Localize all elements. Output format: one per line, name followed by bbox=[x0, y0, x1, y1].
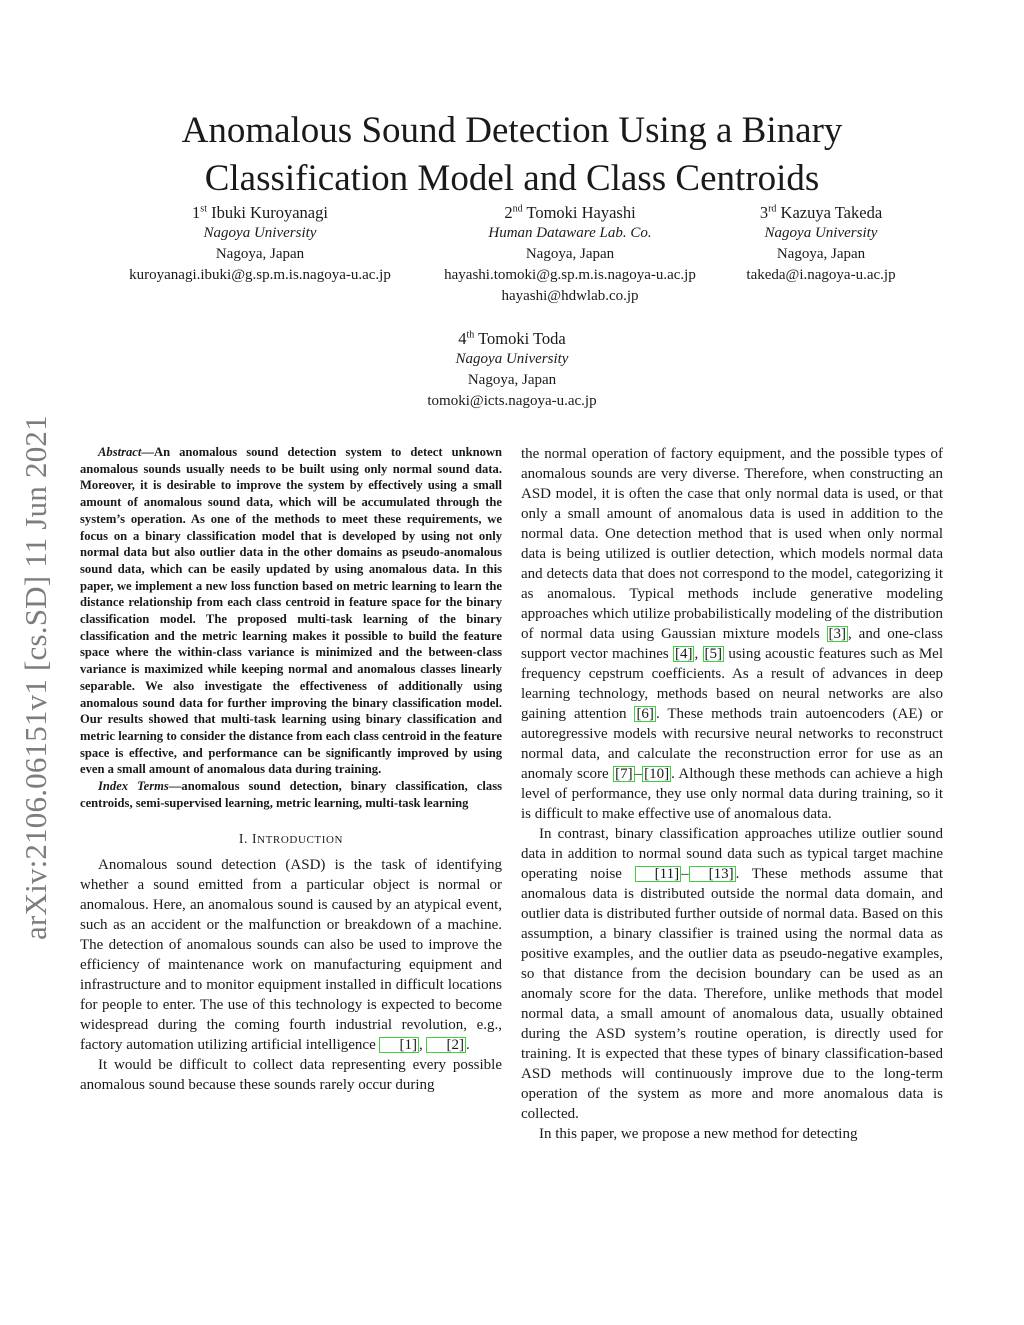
author-email[interactable]: takeda@i.nagoya-u.ac.jp bbox=[746, 267, 896, 283]
author-name: 3rd Kazuya Takeda bbox=[759, 203, 883, 222]
paragraph: Anomalous sound detection (ASD) is the task of identifying whether a sound emitted from a particular object is normal or anomalous. Here, an anomalous sound is caused by an atypical event, such as an accident or the malfunction or breakdown of a machine. The detection of anomalous sounds can also be used to improve the efficiency of maintenance work on manufacturing equipment and infrastructure and to monitor equipment installed in difficult locations for people to enter. The use of this technology is expected to become widespread during the coming fourth industrial revolution, e.g., factory automation utilizing artificial intelligence [1] , [2] . bbox=[80, 857, 502, 1054]
author-location: Nagoya, Japan bbox=[467, 372, 557, 388]
citation-link[interactable]: [13] bbox=[689, 866, 736, 882]
author-affiliation: Nagoya University bbox=[203, 225, 317, 241]
arxiv-stamp: arXiv:2106.06151v1 [cs.SD] 11 Jun 2021 bbox=[18, 415, 53, 940]
author-email[interactable]: hayashi.tomoki@g.sp.m.is.nagoya-u.ac.jp bbox=[444, 267, 696, 283]
author-block-3 bbox=[726, 202, 916, 286]
citation-link[interactable]: [7] bbox=[615, 766, 633, 782]
author-affiliation: Nagoya University bbox=[764, 225, 878, 241]
abstract bbox=[80, 444, 502, 778]
paragraph: In contrast, binary classification approaches utilize outlier sound data in addition to normal sound data such as typical target machine operating noise [11] – [13] . These methods assume that anomalous data is distributed outside the normal data domain, and outlier data is distributed further outside of normal data. Based on this assumption, a binary classifier is trained using the normal data as positive examples, and the outlier data as pseudo-negative examples, so that distance from the decision boundary can be used as an anomaly score for the data. Therefore, unlike methods that model normal data, a small amount of anomalous data, usually obtained during the ASD system’s routine operation, is directly used for training. It is expected that these types of binary classification-based ASD methods will continuously improve due to the long-term operation of the system as more and more anomalous data is collected. bbox=[521, 826, 943, 1122]
author-block-2 bbox=[415, 202, 725, 307]
author-email[interactable]: kuroyanagi.ibuki@g.sp.m.is.nagoya-u.ac.jp bbox=[129, 267, 391, 283]
citation-link[interactable]: [10] bbox=[644, 766, 670, 782]
index-terms-label: Index Terms bbox=[98, 779, 169, 794]
citation-link[interactable]: [6] bbox=[636, 706, 654, 722]
abstract-label: Abstract bbox=[98, 445, 142, 459]
author-email[interactable]: tomoki@icts.nagoya-u.ac.jp bbox=[427, 393, 597, 409]
author-block-4 bbox=[382, 328, 642, 412]
author-affiliation: Nagoya University bbox=[455, 351, 569, 367]
citation-link[interactable]: [2] bbox=[426, 1037, 466, 1053]
citation-link[interactable]: [1] bbox=[379, 1037, 419, 1053]
author-name: 1st Ibuki Kuroyanagi bbox=[192, 203, 328, 222]
paper-title bbox=[80, 107, 944, 203]
author-location: Nagoya, Japan bbox=[215, 246, 305, 262]
author-location: Nagoya, Japan bbox=[776, 246, 866, 262]
title-line-2: Classification Model and Class Centroids bbox=[204, 157, 820, 199]
citation-link[interactable]: [3] bbox=[828, 626, 847, 642]
left-column bbox=[80, 444, 502, 1095]
author-block-1 bbox=[100, 202, 420, 286]
index-terms-text: —anomalous sound detection, binary classification, class centroids, semi-supervised learning, metric learning, multi-task learning bbox=[80, 779, 502, 810]
paragraph: In this paper, we propose a new method for detecting bbox=[539, 1126, 858, 1142]
author-name: 4th Tomoki Toda bbox=[458, 329, 566, 348]
author-location: Nagoya, Japan bbox=[525, 246, 615, 262]
section-heading-introduction: I. INTRODUCTION bbox=[238, 831, 344, 847]
index-terms bbox=[80, 778, 502, 811]
citation-link[interactable]: [11] bbox=[635, 866, 681, 882]
paragraph: It would be difficult to collect data representing every possible anomalous sound because these sounds rarely occur during bbox=[80, 1057, 502, 1094]
paragraph: the normal operation of factory equipment, and the possible types of anomalous sounds are very diverse. Therefore, when constructing an ASD model, it is often the case that only normal data is used, or that only a small amount of anomalous data is used in addition to the normal data. One detection method that is used when only normal data is being utilized is outlier detection, which models normal data and detects data that does not correspond to the model, categorizing it as anomalous. Typical methods include generative modeling approaches which utilize probabilistically modeling of the distribution of normal data using Gaussian mixture models [3] , and one-class support vector machines [4] , [5] using acoustic features such as Mel frequency cepstrum coefficients. As a result of advances in deep learning technology, methods based on neural networks are also gaining attention [6] . These methods train autoencoders (AE) or autoregressive models with recursive neural networks to reconstruct normal data, and calculate the reconstruction error for use as an anomaly score [7] – [10] . Although these methods can achieve a high level of performance, they use only normal data during training, so it is difficult to make effective use of anomalous data. bbox=[521, 446, 944, 822]
citation-link[interactable]: [5] bbox=[704, 646, 723, 662]
author-name: 2nd Tomoki Hayashi bbox=[504, 203, 636, 222]
author-email[interactable]: hayashi@hdwlab.co.jp bbox=[501, 288, 639, 304]
author-affiliation: Human Dataware Lab. Co. bbox=[488, 225, 652, 241]
abstract-text: —An anomalous sound detection system to detect unknown anomalous sounds usually needs to be built using only normal sound data. Moreover, it is desirable to improve the system by effectively using a small amount of anomalous sound data, which will be accumulated through the system’s operation. As one of the methods to meet these requirements, we focus on a binary classification model that is developed by using not only normal data but also outlier data in the other domains as pseudo-anomalous sound data, which can be easily updated by using anomalous data. In this paper, we implement a new loss function based on metric learning to learn the distance relationship from each class centroid in feature space for the binary classification model. The proposed multi-task learning of the binary classification and the metric learning makes it possible to build the feature space where the within-class variance is minimized and the between-class variance is maximized while keeping normal and anomalous classes linearly separable. We also investigate the effectiveness of additionally using anomalous sound data for further improving the binary classification model. Our results showed that multi-task learning using binary classification and metric learning to consider the distance from each class centroid in the feature space is effective, and performance can be significantly improved by using even a small amount of anomalous data during training. bbox=[80, 445, 502, 777]
citation-link[interactable]: [4] bbox=[674, 646, 693, 662]
right-column bbox=[521, 444, 943, 1144]
title-line-1: Anomalous Sound Detection Using a Binary bbox=[181, 109, 843, 151]
